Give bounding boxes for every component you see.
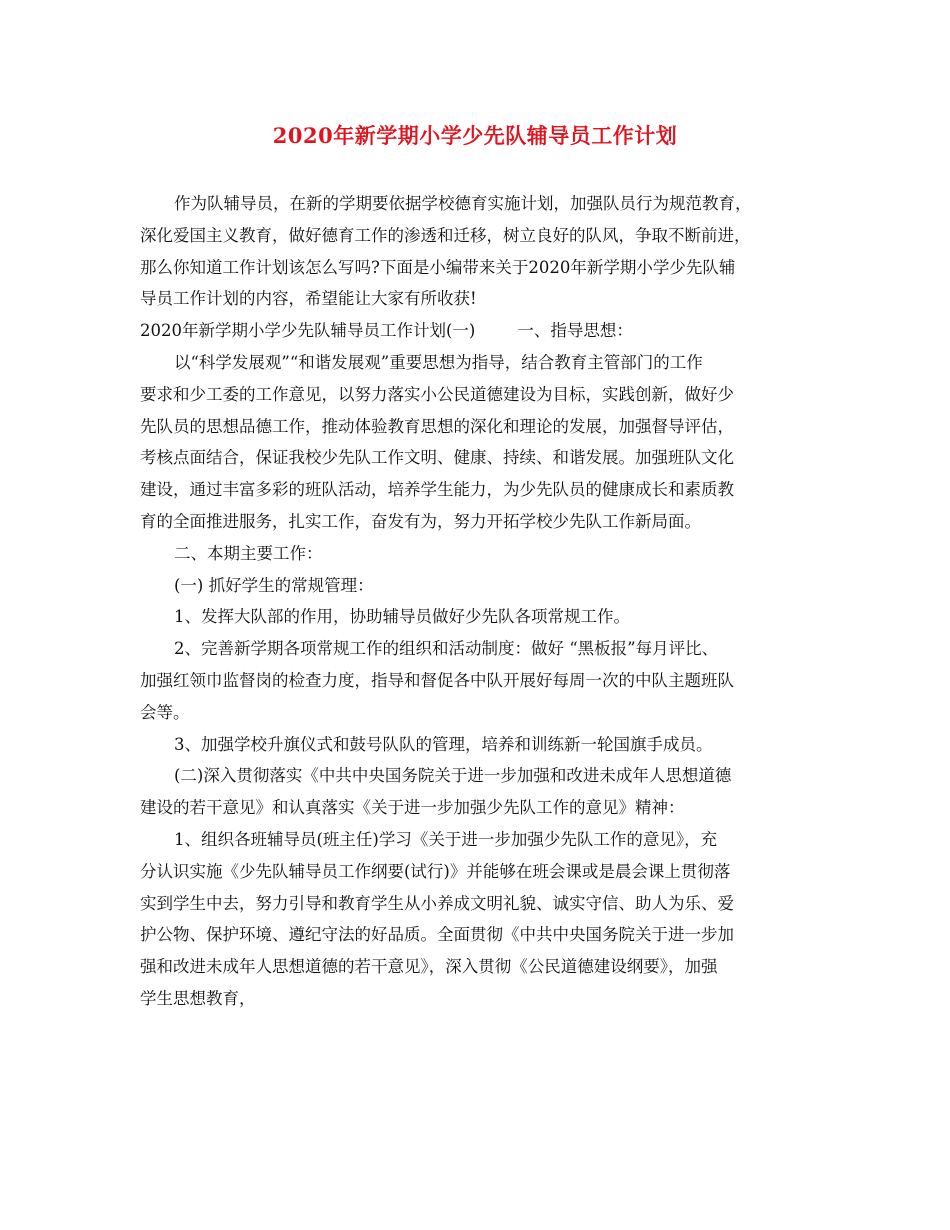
subsection-heading: (一) 抓好学生的常规管理： [174,575,374,595]
paragraph-line: 1、发挥大队部的作用，协助辅导员做好少先队各项常规工作。 [174,607,630,627]
paragraph-line: 先队员的思想品德工作，推动体验教育思想的深化和理论的发展，加强督导评估， [140,416,734,436]
paragraph-line: 那么你知道工作计划该怎么写吗?下面是小编带来关于2020年新学期小学少先队辅 [140,257,736,277]
document-body [140,188,830,1015]
paragraph-line: 强和改进未成年人思想道德的若干意见》，深入贯彻《公民道德建设纲要》，加强 [140,957,718,977]
plan-subtitle: 2020年新学期小学少先队辅导员工作计划(一) [140,321,476,341]
paragraph-line: 3、加强学校升旗仪式和鼓号队队的管理，培养和训练新一轮国旗手成员。 [174,734,713,754]
paragraph-line: 考核点面结合，保证我校少先队工作文明、健康、持续、和谐发展。加强班队文化 [140,448,734,468]
section-heading: 一、指导思想： [517,321,633,341]
paragraph-line: 分认识实施《少先队辅导员工作纲要(试行)》并能够在班会课或是晨会课上贯彻落 [140,861,731,881]
paragraph-line: 深化爱国主义教育，做好德育工作的渗透和迁移，树立良好的队风，争取不断前进， [140,225,751,245]
paragraph-line: 实到学生中去，努力引导和教育学生从小养成文明礼貌、诚实守信、助人为乐、爱 [140,893,734,913]
paragraph-line: 以“科学发展观”“和谐发展观”重要思想为指导，结合教育主管部门的工作 [174,352,703,372]
paragraph-line: 作为队辅导员，在新的学期要依据学校德育实施计划，加强队员行为规范教育， [174,194,752,213]
paragraph-line: 育的全面推进服务，扎实工作，奋发有为，努力开拓学校少先队工作新局面。 [140,511,701,531]
section-heading: 二、本期主要工作： [174,543,323,563]
paragraph-line: 导员工作计划的内容，希望能让大家有所收获! [140,289,477,309]
section-heading-line [140,315,830,347]
paragraph-line: 会等。 [140,702,190,722]
paragraph-line: 要求和少工委的工作意见，以努力落实小公民道德建设为目标，实践创新，做好少 [140,384,734,404]
paragraph-line: 护公物、保护环境、遵纪守法的好品质。全面贯彻《中共中央国务院关于进一步加 [140,925,734,945]
paragraph-line: (二)深入贯彻落实《中共中央国务院关于进一步加强和改进未成年人思想道德 [174,766,732,786]
paragraph-line: 学生思想教育， [140,988,256,1008]
paragraph-line: 建设，通过丰富多彩的班队活动，培养学生能力，为少先队员的健康成长和素质教 [140,480,734,500]
document-title: 2020年新学期小学少先队辅导员工作计划 [272,123,678,148]
paragraph-line: 建设的若干意见》和认真落实《关于进一步加强少先队工作的意见》精神： [140,798,685,818]
paragraph-line: 2、完善新学期各项常规工作的组织和活动制度：做好 “黑板报”每月评比、 [174,639,719,659]
paragraph-line: 1、组织各班辅导员(班主任)学习《关于进一步加强少先队工作的意见》，充 [174,829,718,849]
paragraph-line: 加强红领巾监督岗的检查力度，指导和督促各中队开展好每周一次的中队主题班队 [140,670,734,690]
